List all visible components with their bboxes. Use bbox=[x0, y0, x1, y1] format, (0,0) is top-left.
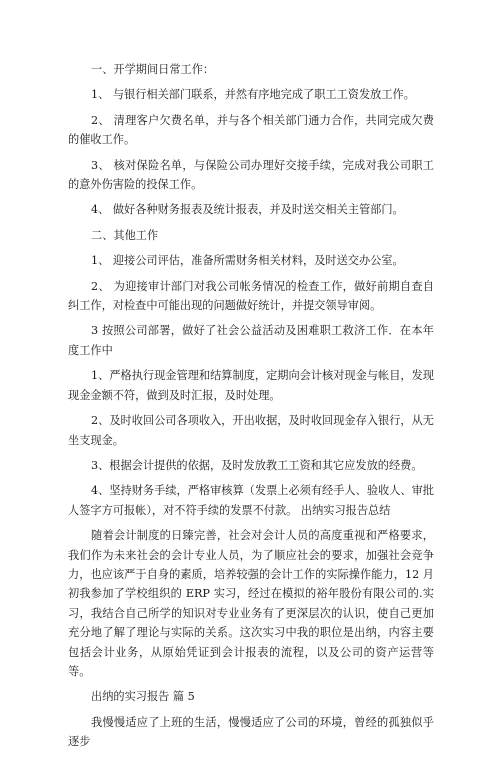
paragraph-item: 1、严格执行现金管理和结算制度，定期向会计核对现金与帐目，发现现金金额不符，做到及时汇报，及时处理。 bbox=[68, 369, 434, 402]
paragraph-item: 3、 核对保险名单，与保险公司办理好交接手续，完成对我公司职工的意外伤害险的投保工作。 bbox=[68, 158, 434, 192]
section-heading-daily-work: 一、开学期间日常工作： bbox=[91, 63, 215, 76]
paragraph-item: 2、及时收回公司各项收入，开出收据，及时收回现金存入银行，从无坐支现金。 bbox=[68, 414, 434, 447]
document-body bbox=[68, 60, 434, 758]
paragraph-item: 1、 迎接公司评估，准备所需财务相关材料，及时送交办公室。 bbox=[91, 254, 404, 268]
paragraph-item: 随着会计制度的日臻完善，社会对会计人员的高度重视和严格要求，我们作为未来社会的会计专业人员，为了顺应社会的要求，加强社会竞争力，也应该严于自身的素质，培养较强的会计工作的实际操作能力，12 月初我参加了学校组织的 ERP 实习，经过在模拟的裕年股份有限公司的.实习，我结合自己所学的知识对专业业务有了更深层次的认识，使自己更加充分地了解了理论与实际的关系。这次实习中我的职位是出纳，内容主要包括会计业务，从原始凭证到会计报表的流程，以及公司的资产运营等等。 bbox=[68, 529, 434, 678]
paragraph-item: 2、 清理客户欠费名单，并与各个相关部门通力合作，共同完成欠费的催收工作。 bbox=[68, 113, 434, 147]
paragraph-item: 3 按照公司部署，做好了社会公益活动及困难职工救济工作．在本年度工作中 bbox=[68, 324, 434, 357]
paragraph-item: 4、坚持财务手续，严格审核算（发票上必须有经手人、验收人、审批人签字方可报帐），对不符手续的发票不付款。 出纳实习报告总结 bbox=[68, 484, 434, 517]
section-title-report-5: 出纳的实习报告 篇 5 bbox=[91, 690, 195, 704]
paragraph-item: 我慢慢适应了上班的生活，慢慢适应了公司的环境，曾经的孤独似乎逐步 bbox=[68, 715, 434, 749]
paragraph-item: 2、 为迎接审计部门对我公司帐务情况的检查工作，做好前期自查自纠工作，对检查中可能出现的问题做好统计，并提交领导审阅。 bbox=[68, 279, 434, 313]
paragraph-item: 3、根据会计提供的依据，及时发放教工工资和其它应发放的经费。 bbox=[91, 458, 423, 472]
paragraph-item: 1、 与银行相关部门联系，并然有序地完成了职工工资发放工作。 bbox=[91, 88, 415, 102]
paragraph-item: 4、 做好各种财务报表及统计报表，并及时送交相关主管部门。 bbox=[91, 203, 404, 217]
section-heading-other-work: 二、其他工作 bbox=[91, 228, 159, 242]
